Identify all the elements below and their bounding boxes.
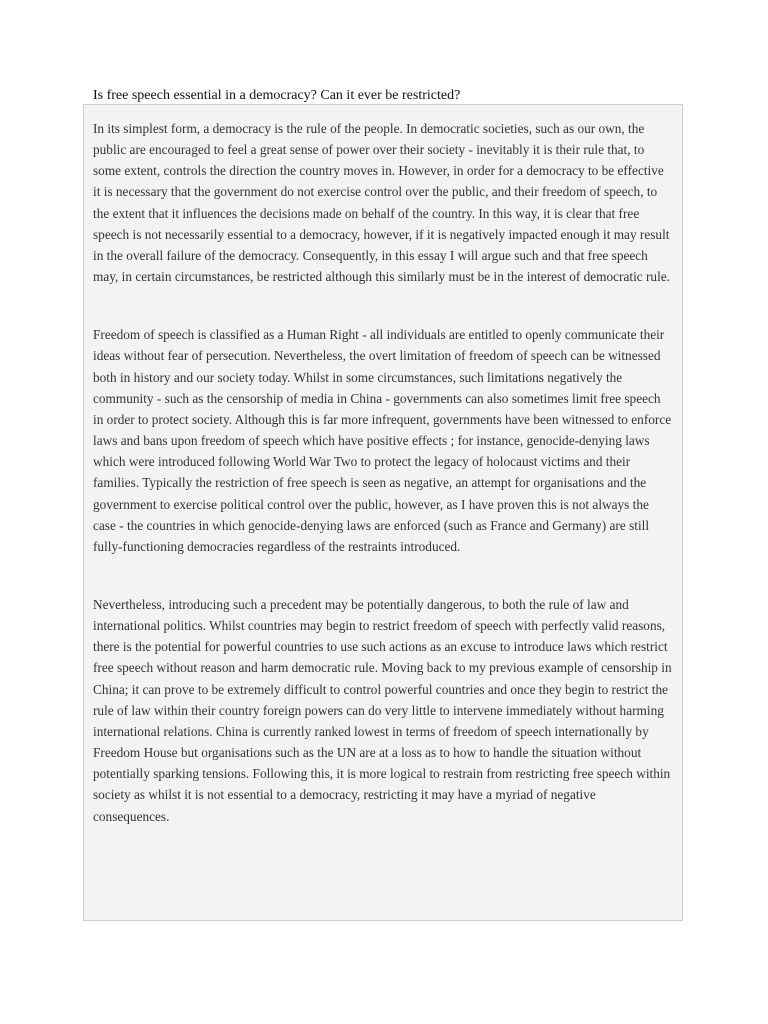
- paragraph-1: In its simplest form, a democracy is the rule of the people. In democratic societies, such as our own, the public are encouraged to feel a great sense of power over their society - inevitably it is their rule that, to some extent, controls the direction the country moves in. However, in order for a democracy to be effective it is necessary that the government do not exercise control over the public, and their freedom of speech, to the extent that it influences the decisions made on behalf of the country. In this way, it is clear that free speech is not necessarily essential to a democracy, however, if it is negatively impacted enough it may result in the overall failure of the democracy. Consequently, in this essay I will argue such and that free speech may, in certain circumstances, be restricted although this similarly must be in the interest of democratic rule.: [93, 121, 670, 285]
- paragraph-2: Freedom of speech is classified as a Human Right - all individuals are entitled to openly communicate their ideas without fear of persecution. Nevertheless, the overt limitation of freedom of speech can be witnessed both in history and our society today. Whilst in some circumstances, such limitations negatively the community - such as the censorship of media in China - governments can also sometimes limit free speech in order to protect society. Although this is far more infrequent, governments have been witnessed to enforce laws and bans upon freedom of speech which have positive effects ; for instance, genocide-denying laws which were introduced following World War Two to protect the legacy of holocaust victims and their families. Typically the restriction of free speech is seen as negative, an attempt for organisations and the government to exercise political control over the public, however, as I have proven this is not always the case - the countries in which genocide-denying laws are enforced (such as France and Germany) are still fully-functioning democracies regardless of the restraints introduced.: [93, 327, 672, 554]
- essay-body: [83, 104, 683, 921]
- paragraph-3: Nevertheless, introducing such a precedent may be potentially dangerous, to both the rule of law and international politics. Whilst countries may begin to restrict freedom of speech with perfectly valid reasons, there is the potential for powerful countries to use such actions as an excuse to introduce laws which restrict free speech without reason and harm democratic rule. Moving back to my previous example of censorship in China; it can prove to be extremely difficult to control powerful countries and once they begin to restrict the rule of law within their country foreign powers can do very little to intervene immediately without harming international relations. China is currently ranked lowest in terms of freedom of speech internationally by Freedom House but organisations such as the UN are at a loss as to how to handle the situation without potentially sparking tensions. Following this, it is more logical to restrain from restricting free speech within society as whilst it is not essential to a democracy, restricting it may have a myriad of negative consequences.: [93, 596, 672, 824]
- essay-title: Is free speech essential in a democracy? Can it ever be restricted?: [93, 88, 461, 103]
